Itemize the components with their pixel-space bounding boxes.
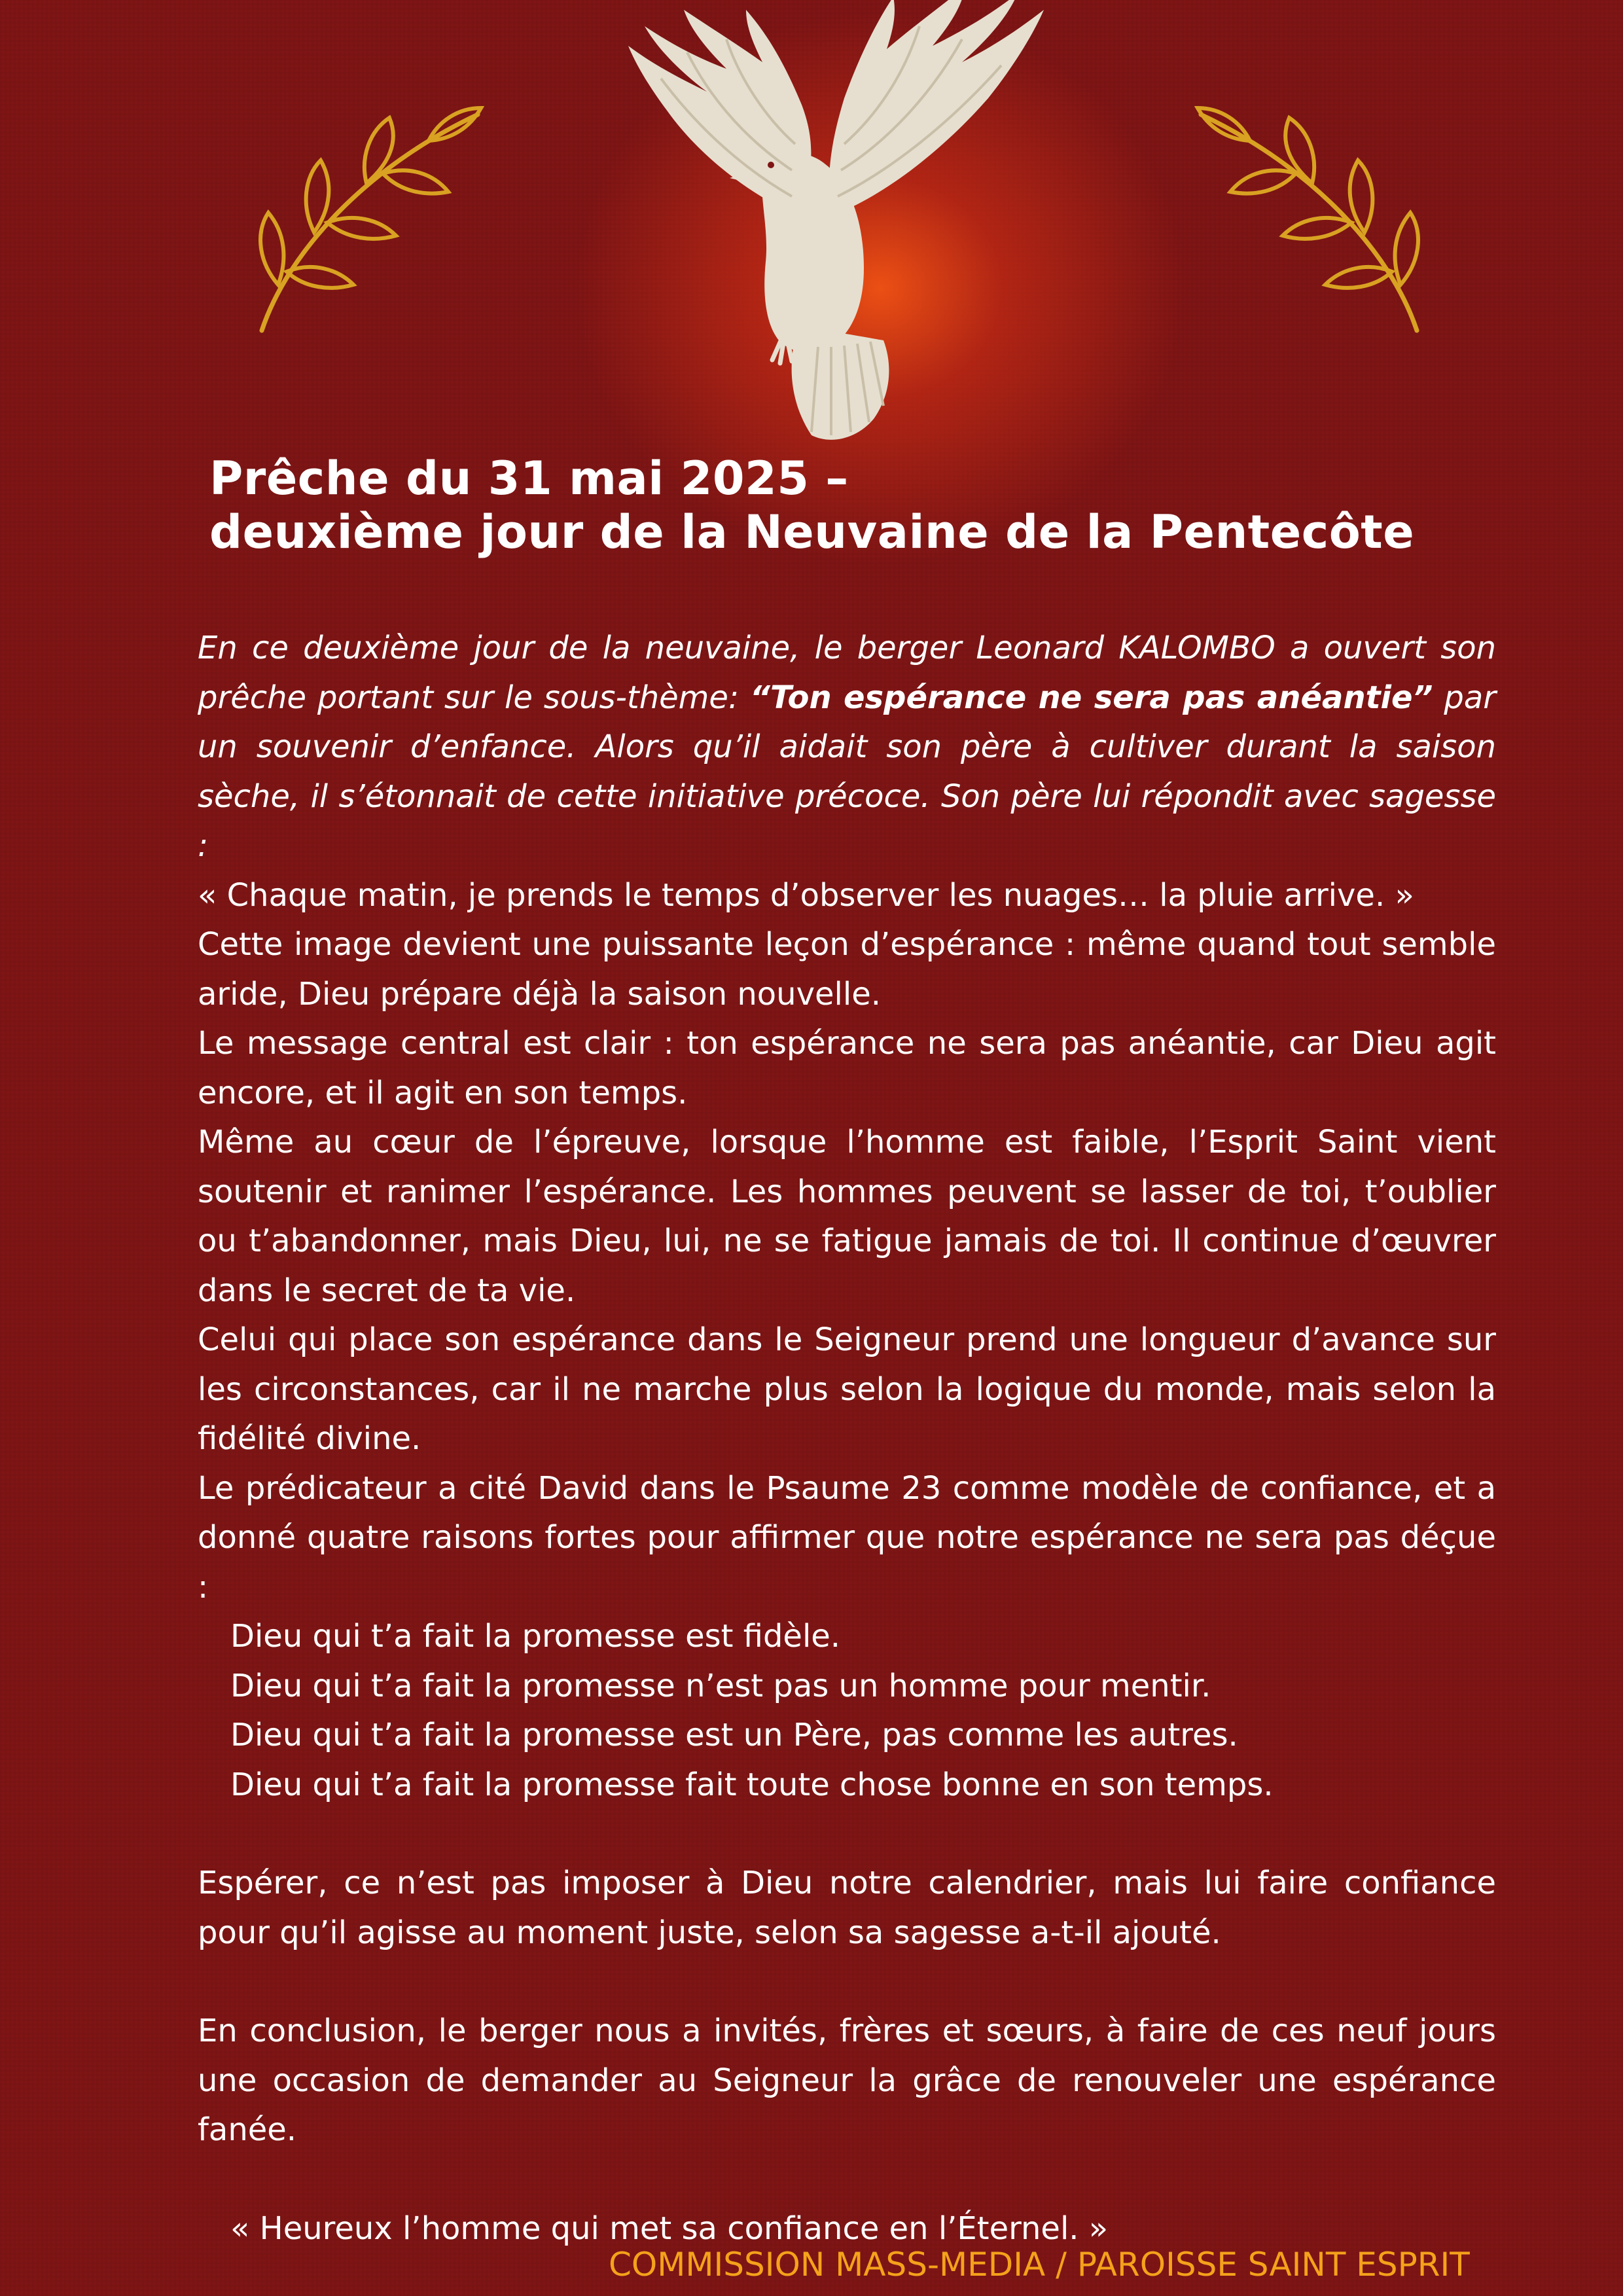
sub-theme-text: “Ton espérance ne sera pas anéantie” bbox=[750, 679, 1433, 716]
paragraph-epreuve: Même au cœur de l’épreuve, lorsque l’homme est faible, l’Esprit Saint vient soutenir et ranimer l’espérance. Les hommes peuvent se lasser de toi, t’oublier ou t’abandonner, mais Dieu, lui, ne se fatigue jamais de toi. Il continue d’œuvrer dans le secret de ta vie. bbox=[198, 1124, 1496, 1309]
list-item: Dieu qui t’a fait la promesse n’est pas un homme pour mentir. bbox=[230, 1667, 1211, 1704]
footer-credit: COMMISSION MASS-MEDIA / PAROISSE SAINT ESPRIT bbox=[609, 2246, 1470, 2284]
closing-quote: « Heureux l’homme qui met sa confiance en l’Éternel. » bbox=[230, 2210, 1109, 2247]
paragraph-celui: Celui qui place son espérance dans le Seigneur prend une longueur d’avance sur les circonstances, car il ne marche plus selon la logique du monde, mais selon la fidélité divine. bbox=[198, 1321, 1496, 1457]
article-body bbox=[198, 624, 1496, 2253]
paragraph-message: Le message central est clair : ton espérance ne sera pas anéantie, car Dieu agit encore, et il agit en son temps. bbox=[198, 1025, 1496, 1111]
spacer bbox=[198, 1810, 1496, 1859]
paragraph-image: Cette image devient une puissante leçon d’espérance : même quand tout semble aride, Dieu prépare déjà la saison nouvelle. bbox=[198, 926, 1496, 1013]
paragraph-conclusion: En conclusion, le berger nous a invités, frères et sœurs, à faire de ces neuf jours une occasion de demander au Seigneur la grâce de renouveler une espérance fanée. bbox=[198, 2013, 1496, 2148]
header-artwork bbox=[0, 0, 1623, 471]
spacer bbox=[198, 1958, 1496, 2007]
list-item: Dieu qui t’a fait la promesse est fidèle. bbox=[230, 1618, 841, 1655]
intro-paragraph bbox=[198, 624, 1496, 871]
title-line-2: deuxième jour de la Neuvaine de la Pentecôte bbox=[209, 505, 1415, 559]
title-line-1: Prêche du 31 mai 2025 – bbox=[209, 452, 849, 505]
list-item: Dieu qui t’a fait la promesse est un Père, pas comme les autres. bbox=[230, 1717, 1238, 1753]
laurel-left-icon bbox=[260, 108, 481, 331]
intro-text-start: En ce deuxième jour de la neuvaine, le berger Leonard KALOMBO a ouvert son prêche portant sur le sous-thème: bbox=[198, 630, 1496, 716]
laurel-right-icon bbox=[1198, 108, 1418, 331]
paragraph-predicateur: Le prédicateur a cité David dans le Psaume 23 comme modèle de confiance, et a donné quatre raisons fortes pour affirmer que notre espérance ne sera pas déçue : bbox=[198, 1469, 1496, 1605]
list-item: Dieu qui t’a fait la promesse fait toute chose bonne en son temps. bbox=[230, 1766, 1274, 1803]
intro-text-end: par un souvenir d’enfance. Alors qu’il aidait son père à cultiver durant la saison sèche, il s’étonnait de cette initiative précoce. Son père lui répondit avec sagesse : bbox=[198, 679, 1497, 864]
paragraph-esperer: Espérer, ce n’est pas imposer à Dieu notre calendrier, mais lui faire confiance pour qu’il agisse au moment juste, selon sa sagesse a-t-il ajouté. bbox=[198, 1865, 1496, 1951]
dove-icon bbox=[628, 0, 1044, 440]
page-title bbox=[209, 452, 1584, 559]
reasons-list bbox=[198, 1612, 1496, 1810]
father-quote: « Chaque matin, je prends le temps d’observer les nuages… la pluie arrive. » bbox=[198, 876, 1414, 914]
spacer bbox=[198, 2155, 1496, 2204]
